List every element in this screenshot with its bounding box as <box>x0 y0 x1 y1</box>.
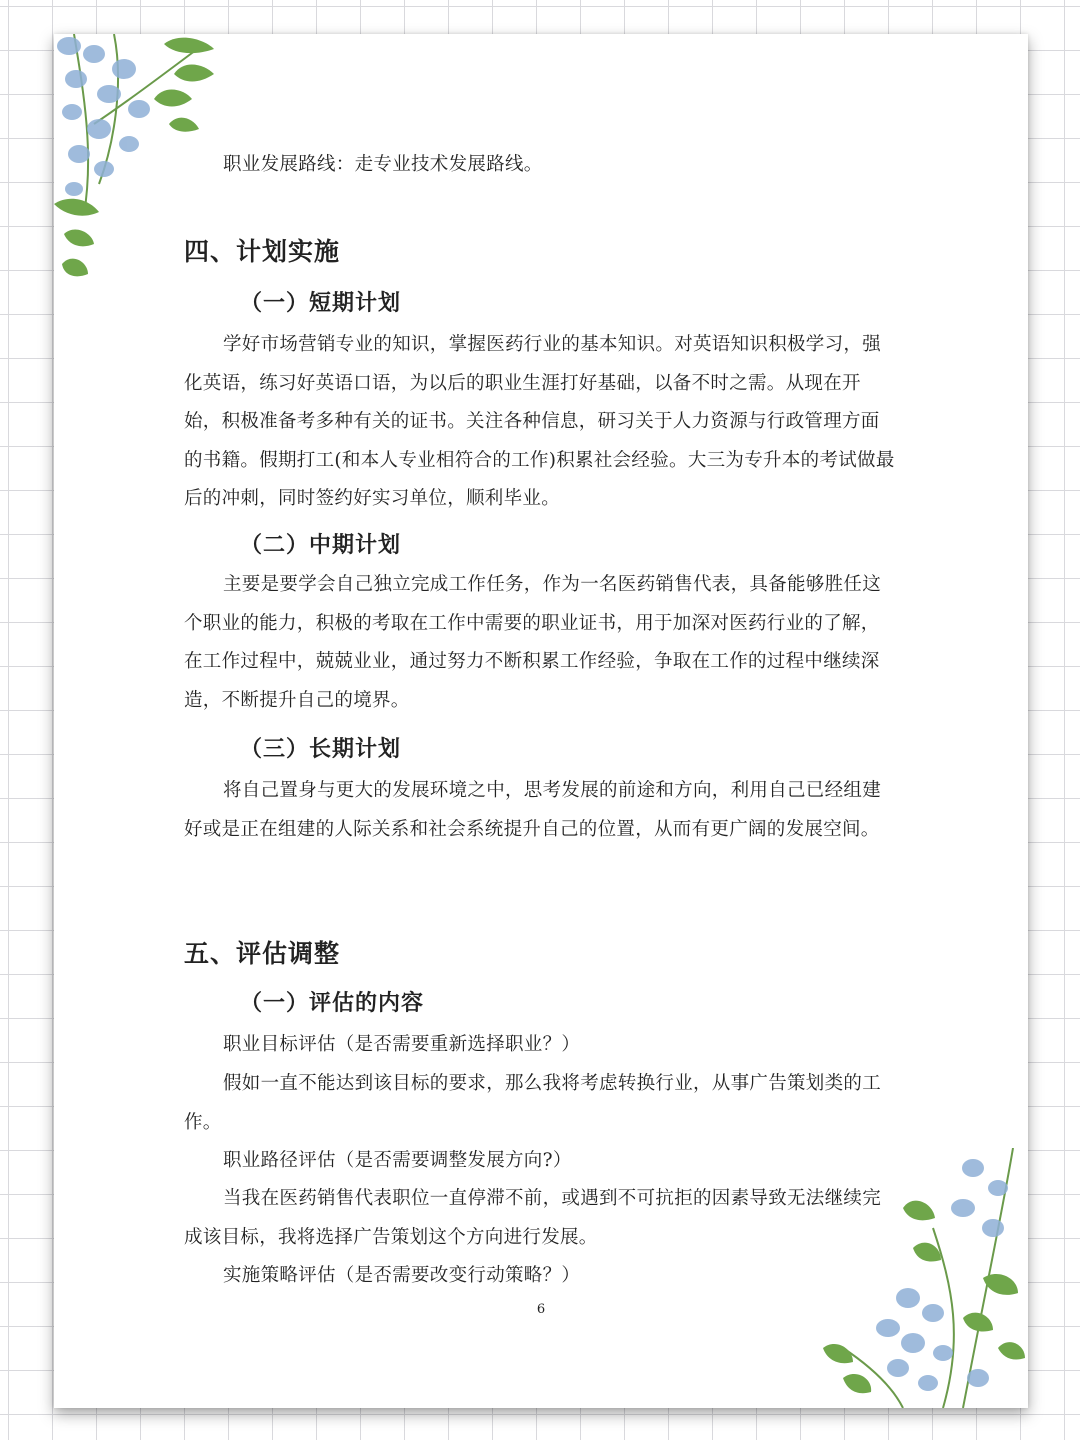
mid-term-plan-body: 主要是要学会自己独立完成工作任务，作为一名医药销售代表，具备能够胜任这个职业的能力，积极的考取在工作中需要的职业证书，用于加深对医药行业的了解，在工作过程中，兢兢业业，通过努力不断积累工作经验，争取在工作的过程中继续深造，不断提升自己的境界。 <box>184 574 882 711</box>
section-5-title: 五、评估调整 <box>184 939 341 968</box>
goal-evaluation-label: 职业目标评估（是否需要重新选择职业？） <box>223 1034 581 1055</box>
long-term-plan-heading: （三）长期计划 <box>240 737 402 762</box>
goal-evaluation-body: 假如一直不能达到该目标的要求，那么我将考虑转换行业，从事广告策划类的工作。 <box>184 1073 882 1133</box>
short-term-plan-heading: （一）短期计划 <box>240 291 402 316</box>
page-number: 6 <box>536 1302 546 1317</box>
short-term-plan-body: 学好市场营销专业的知识，掌握医药行业的基本知识。对英语知识积极学习，强化英语，练习好英语口语，为以后的职业生涯打好基础，以备不时之需。从现在开始，积极准备考多种有关的证书。关注各种信息，研习关于人力资源与行政管理方面的书籍。假期打工(和本人专业相符合的工作)积累社会经验。大三为专升本的考试做最后的冲刺，同时签约好实习单位，顺利毕业。 <box>184 334 895 509</box>
career-path-line: 职业发展路线：走专业技术发展路线。 <box>223 154 543 175</box>
path-evaluation-body: 当我在医药销售代表职位一直停滞不前，或遇到不可抗拒的因素导致无法继续完成该目标，我将选择广告策划这个方向进行发展。 <box>184 1188 882 1248</box>
strategy-evaluation-label: 实施策略评估（是否需要改变行动策略？） <box>223 1265 581 1286</box>
mid-term-plan-heading: （二）中期计划 <box>240 533 402 558</box>
path-evaluation-label: 职业路径评估（是否需要调整发展方向?） <box>223 1150 572 1171</box>
section-4-title: 四、计划实施 <box>184 237 341 266</box>
evaluation-content-heading: （一）评估的内容 <box>240 991 425 1016</box>
document-page <box>54 34 1028 1408</box>
long-term-plan-body: 将自己置身与更大的发展环境之中，思考发展的前途和方向，利用自己已经组建好或是正在组建的人际关系和社会系统提升自己的位置，从而有更广阔的发展空间。 <box>184 780 882 840</box>
